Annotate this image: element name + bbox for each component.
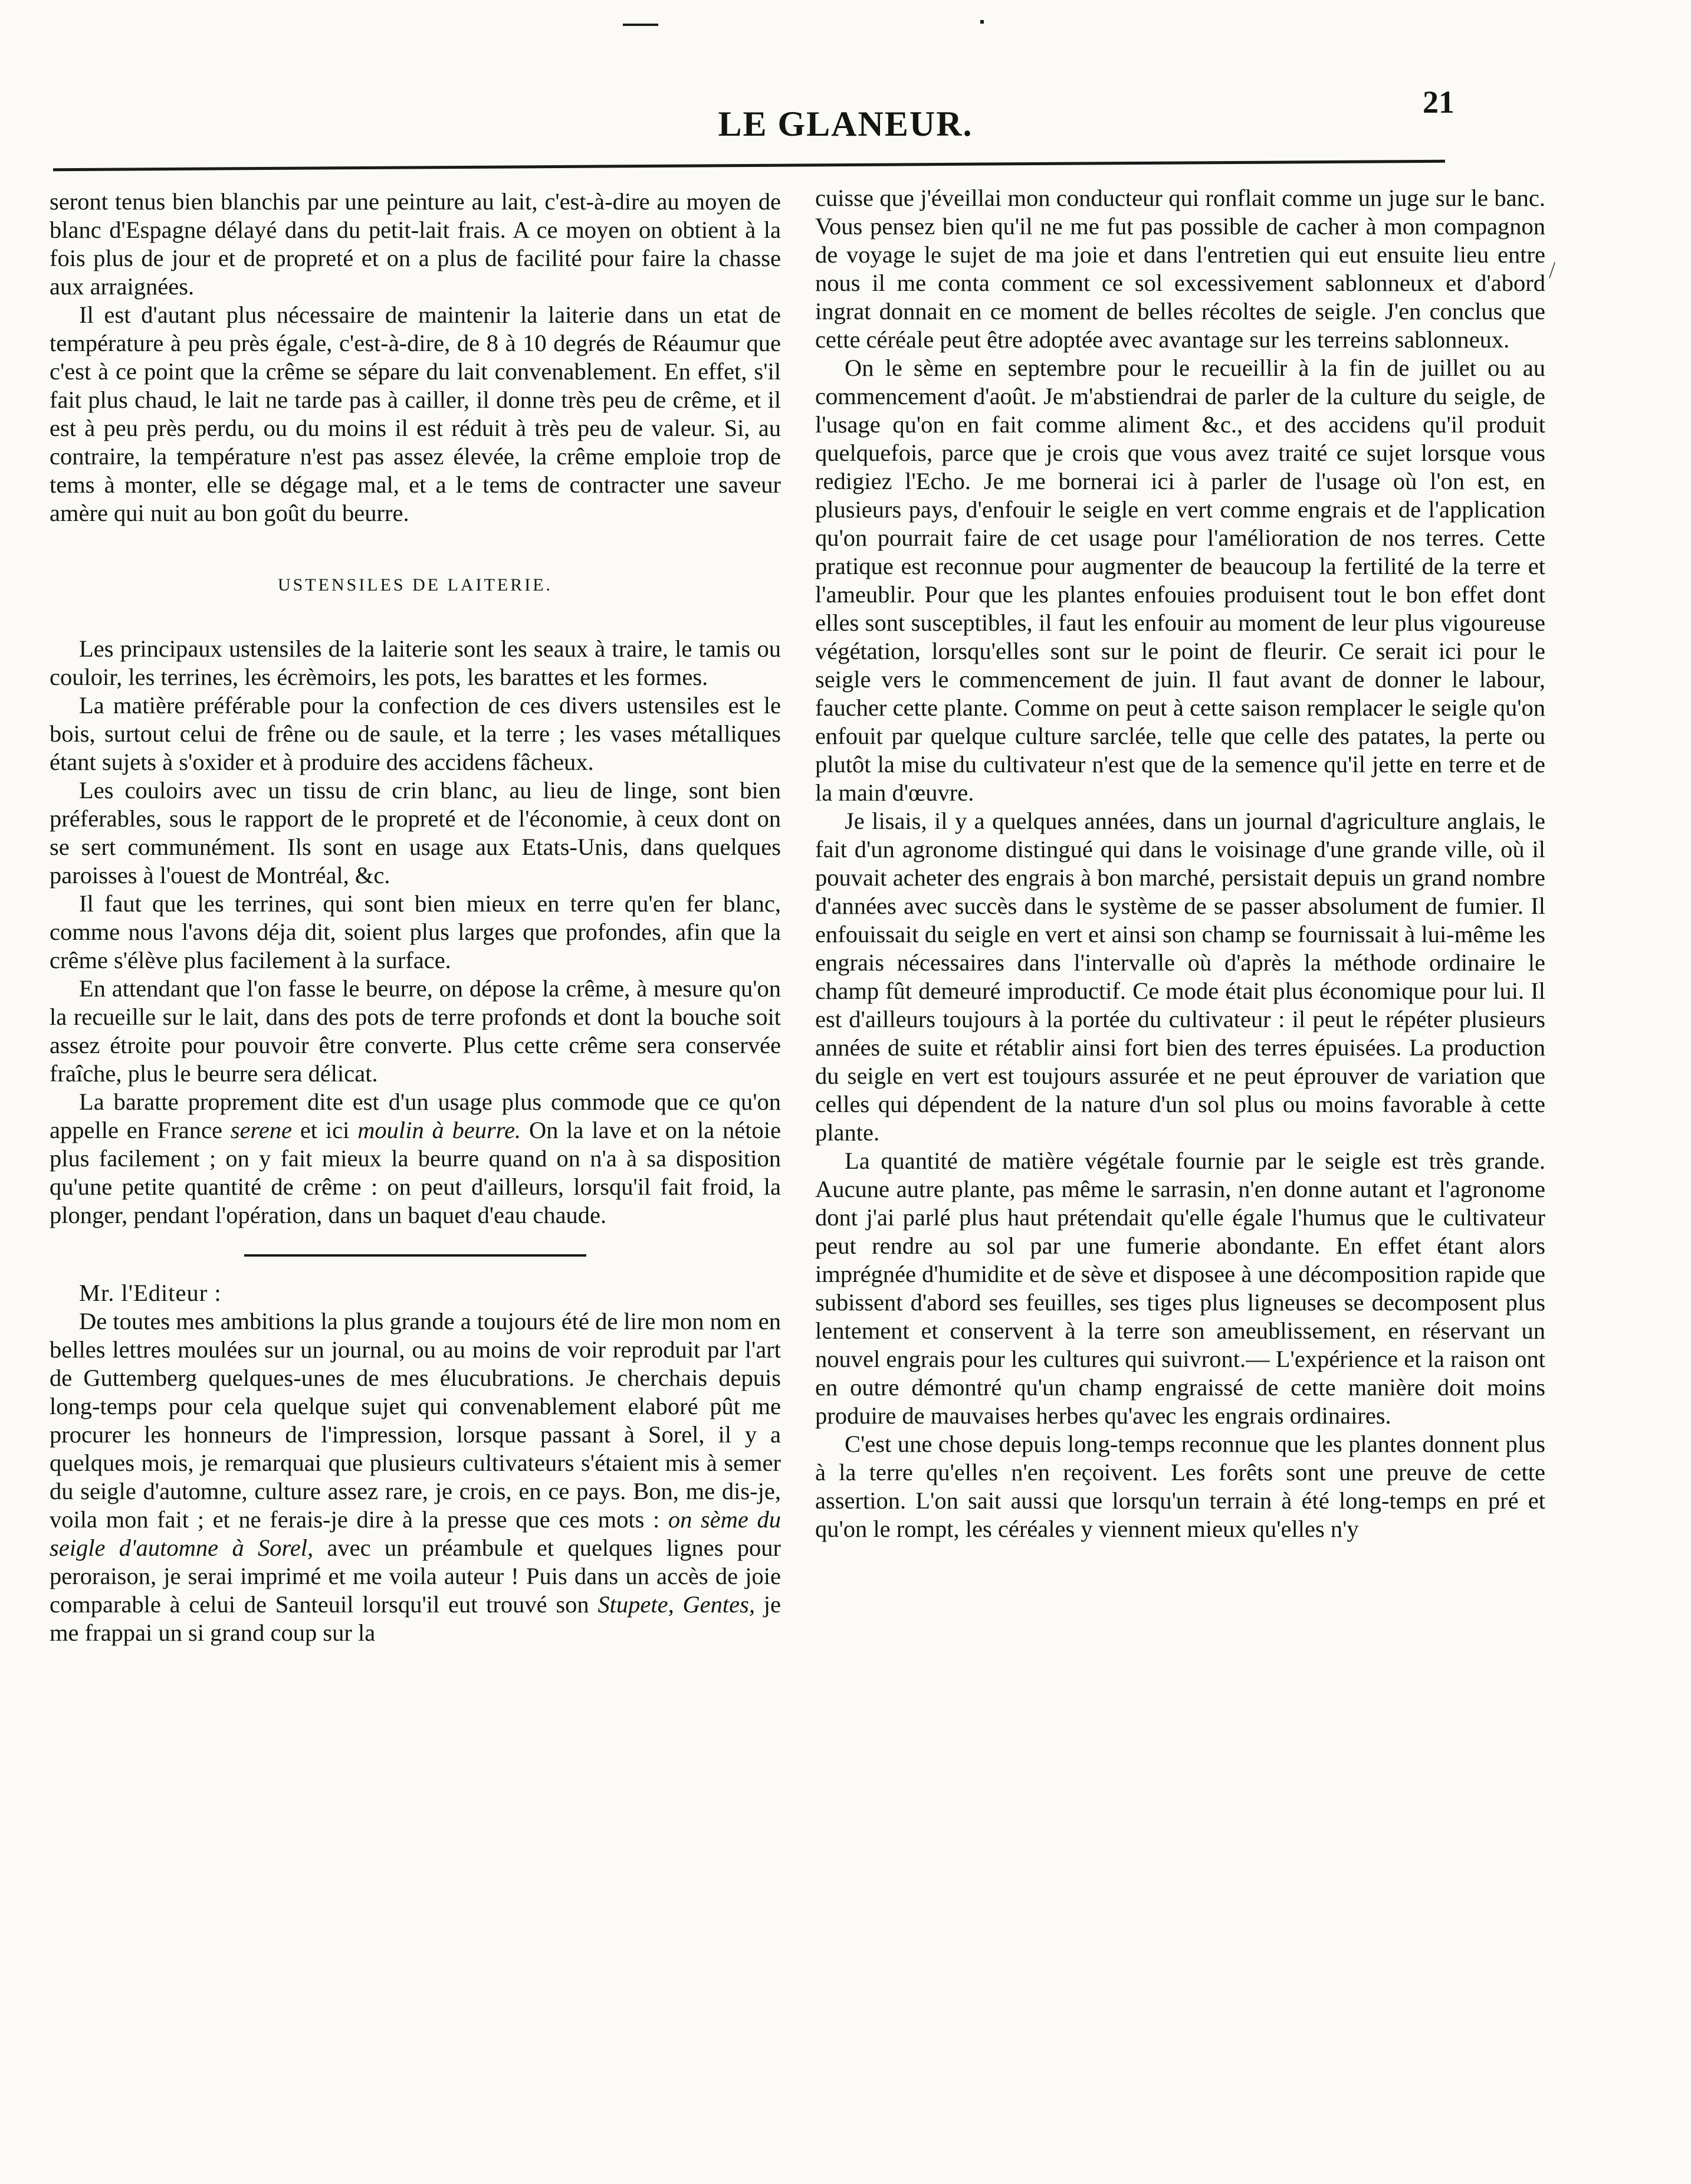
ink-speck (980, 20, 984, 24)
continued-paragraph: cuisse que j'éveillai mon conducteur qui ronflait comme un juge sur le banc. Vous pensez bien qu'il ne me fut pas possible de cacher à mon compagnon de voyage le sujet de ma joie et dans l'entretien qui eut ensuite lieu entre nous il me conta comment ce sol excessivement sablonneux et d'abord ingrat donnait en ce moment de belles récoltes de seigle. J'en conclus que cette céréale peut être adoptée avec avantage sur les terreins sablonneux. (815, 185, 1545, 353)
paragraph-creme: En attendant que l'on fasse le beurre, on dépose la crême, à mesure qu'on la recueille sur le lait, dans des pots de terre profonds et dont la bouche soit assez étroite pour pouvoir être converte. Plus cette crême sera conservée fraîche, plus le beurre sera délicat. (50, 975, 781, 1087)
text-span: La baratte proprement dite est d'un usage plus commode que ce qu'on appelle en France (50, 1088, 781, 1143)
top-rule-mark (623, 24, 658, 26)
paragraph-couloirs: Les couloirs avec un tissu de crin blanc, au lieu de linge, sont bien préferables, sous le rapport de le propreté et de l'économie, à ceux dont on se sert communément. Ils sont en usage aux Etats-Unis, dans quelques paroisses à l'ouest de Montréal, &c. (50, 777, 781, 888)
italic-term: serene (230, 1117, 293, 1143)
margin-mark: / (1549, 257, 1556, 283)
header-rule (53, 160, 1445, 171)
paragraph-terrines: Il faut que les terrines, qui sont bien mieux en terre qu'en fer blanc, comme nous l'avons déja dit, soient plus larges que profondes, afin que la crême s'élève plus facilement à la surface. (50, 890, 781, 973)
paragraph-agronome: Je lisais, il y a quelques années, dans un journal d'agriculture anglais, le fait d'un agronome distingué qui dans le voisinage d'une grande ville, où il pouvait acheter des engrais à bon marché, persistait depuis un grand nombre d'années avec succès dans le système de se passer absolument de fumier. Il enfouissait du seigle en vert et ainsi son champ se fournissait à lui-même les engrais nécessaires dans l'intervalle où d'après la méthode ordinaire le champ fût demeuré improductif. Ce mode était plus économique pour lui. Il est d'ailleurs toujours à la portée du cultivateur : il peut le répéter plusieurs années de suite et rétablir ainsi fort bien des terres épuisées. La production du seigle en vert est toujours assurée et ne peut éprouver de variation que celles qui dépendent de la nature d'un sol plus ou moins favorable à cette plante. (815, 808, 1545, 1146)
section-divider (244, 1254, 586, 1257)
running-title: LE GLANEUR. (718, 104, 973, 143)
right-column (815, 184, 1545, 1543)
paragraph-ustensiles: Les principaux ustensiles de la laiterie sont les seaux à traire, le tamis ou couloir, les terrines, les écrèmoirs, les pots, les barattes et les formes. (50, 635, 781, 690)
letter-salutation: Mr. l'Editeur : (79, 1280, 222, 1306)
text-span: De toutes mes ambitions la plus grande a toujours été de lire mon nom en belles lettres moulées sur un journal, ou au moins de voir reproduit par l'art de Guttemberg quelques-unes de mes élucubrations. Je cherchais depuis long-temps pour cela quelque sujet qui convenablement elaboré pût me procurer les honneurs de l'impression, lorsque passant à Sorel, il y a quelques mois, je remarquai que plusieurs cultivateurs s'étaient mis à semer du seigle d'automne, culture assez rare, je crois, en ce pays. Bon, me dis-je, voila mon fait ; et ne ferais-je dire à la presse que ces mots : (50, 1308, 781, 1533)
paragraph-quantite: La quantité de matière végétale fournie par le seigle est très grande. Aucune autre plante, pas même le sarrasin, n'en donne autant et l'agronome dont j'ai parlé plus haut prétendait qu'elle égale l'humus que le cultivateur peut rendre au sol par une fumerie abondante. En effet étant alors imprégnée d'humidite et de sève et disposee à une décomposition rapide que subissent d'abord ses feuilles, ses tiges plus ligneuses se decomposent plus lentement et conservent à la terre son ameublissement, en réservant un nouvel engrais pour les cultures qui suivront.— L'expérience et la raison ont en outre démontré qu'un champ engraissé de cette manière doit moins produire de mauvaises herbes qu'avec les engrais ordinaires. (815, 1147, 1545, 1429)
paragraph-plantes: C'est une chose depuis long-temps reconnue que les plantes donnent plus à la terre qu'elles n'en reçoivent. Les forêts sont une preuve de cette assertion. L'on sait aussi que lorsqu'un terrain à été long-temps en pré et qu'on le rompt, les céréales y viennent mieux qu'elles n'y (815, 1431, 1545, 1542)
paragraph-matiere: La matière préférable pour la confection de ces divers ustensiles est le bois, surtout celui de frêne ou de saule, et la terre ; les vases métalliques étant sujets à s'oxider et à produire des accidens fâcheux. (50, 692, 781, 775)
letter-paragraph (50, 1307, 781, 1647)
paragraph-semis: On le sème en septembre pour le recueillir à la fin de juillet ou au commencement d'août. Je m'abstiendrai de parler de la culture du seigle, de l'usage qu'on en fait comme aliment &c., et des accidens qu'il produit quelquefois, parce que je crois que vous avez traité ce sujet lorsque vous redigiez l'Echo. Je me bornerai ici à parler de l'usage où l'on est, en plusieurs pays, d'enfouir le seigle en vert comme engrais et de l'application qu'on pourrait faire de cet usage pour l'amélioration de nos terres. Cette pratique est reconnue pour augmenter de beaucoup la fertilité de la terre et l'ameublir. Pour que les plantes enfouies produisent tout le bon effet dont elles sont susceptibles, il faut les enfouir au moment de leur plus vigoureuse végétation, lorsqu'elles sont sur le point de fleurir. Ce serait ici pour le seigle vers le commencement de juin. Il faut avant de donner le labour, faucher cette plante. Comme on peut à cette saison remplacer le seigle qu'on enfouit par quelque culture sarclée, telle que celle des patates, la perte ou plutôt la mise du cultivateur n'est que de la semence qu'il jette en terre et de la main d'œuvre. (815, 355, 1545, 806)
page-number: 21 (1423, 84, 1454, 120)
italic-term: moulin à beurre. (357, 1117, 521, 1143)
italic-quote: on sème du seigle d'automne à Sorel, (50, 1506, 781, 1561)
italic-quote: Stupete, Gentes, (597, 1591, 756, 1618)
left-column (50, 188, 781, 1647)
paragraph-baratte (50, 1088, 781, 1229)
text-span: On la lave et on la nétoie plus facilement ; on y fait mieux la beurre quand on n'a à sa disposition qu'une petite quantité de crême : on peut d'ailleurs, lorsqu'il fait froid, la plonger, pendant l'opération, dans un baquet d'eau chaude. (50, 1117, 781, 1228)
text-span: avec un préambule et quelques lignes pour peroraison, je serai imprimé et me voila auteur ! Puis dans un accès de joie comparable à celui de Santeuil lorsqu'il eut trouvé son (50, 1534, 781, 1618)
section-heading: USTENSILES DE LAITERIE. (277, 575, 553, 595)
text-span: je me frappai un si grand coup sur la (50, 1591, 781, 1646)
continued-paragraph: seront tenus bien blanchis par une peinture au lait, c'est-à-dire au moyen de blanc d'Espagne délayé dans du petit-lait frais. A ce moyen on obtient à la fois plus de jour et de propreté et on a plus de facilité pour faire la chasse aux arraignées. (50, 188, 781, 300)
text-span: et ici (292, 1117, 358, 1143)
paragraph-temperature: Il est d'autant plus nécessaire de maintenir la laiterie dans un etat de température à peu près égale, c'est-à-dire, de 8 à 10 degrés de Réaumur que c'est à ce point que la crême se sépare du lait convenablement. En effet, s'il fait plus chaud, le lait ne tarde pas à cailler, il donne très peu de crême, et il est à peu près perdu, ou du moins il est réduit à très peu de valeur. Si, au contraire, la température n'est pas assez élevée, la crême emploie trop de tems à monter, elle se dégage mal, et a le tems de contracter une saveur amère qui nuit au bon goût du beurre. (50, 301, 781, 526)
